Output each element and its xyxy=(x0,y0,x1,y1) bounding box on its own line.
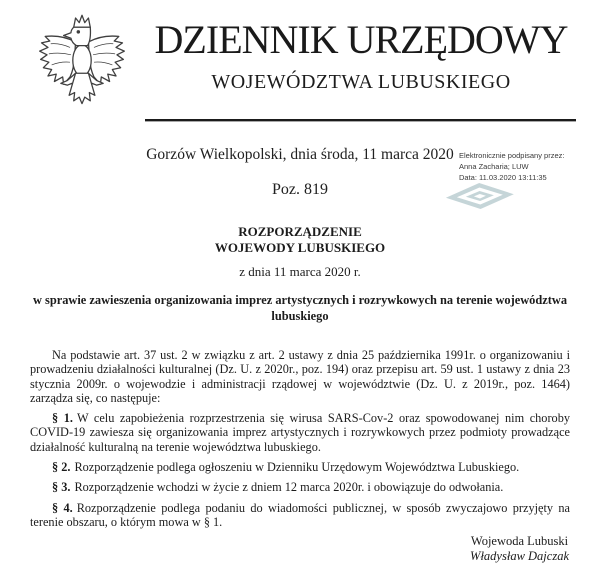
signoff-name: Władysław Dajczak xyxy=(470,549,569,564)
eagle-svg xyxy=(36,12,128,128)
masthead-divider xyxy=(145,119,576,121)
paragraph-3-marker: § 3. xyxy=(52,480,71,495)
esig-signed-by-label: Elektronicznie podpisany przez: xyxy=(459,151,565,160)
electronic-signature-stamp xyxy=(459,150,595,183)
paragraph-1-marker: § 1. xyxy=(52,411,73,426)
polish-eagle-emblem-icon xyxy=(36,12,128,128)
paragraph-4-text: Rozporządzenie podlega podaniu do wiadomości publicznej, w sposób zwyczajowo przyjęty na terenie obszaru, o którym mowa w § 1. xyxy=(30,500,570,529)
signoff-title: Wojewoda Lubuski xyxy=(470,534,569,549)
preamble: Na podstawie art. 37 ust. 2 w związku z art. 2 ustawy z dnia 25 października 1991r. o organizowaniu i prowadzeniu działalności kulturalnej (Dz. U. z 2020r., poz. 194) oraz przepisu art. 59 ust. 1 ustawy z dnia 23 stycznia 2009r. o wojewodzie i administracji rządowej w województwie (Dz. U. z 2019r., poz. 1464) zarządza się, co następuje: xyxy=(30,348,570,405)
paragraph-2 xyxy=(30,460,570,474)
paragraph-1-text: W celu zapobieżenia rozprzestrzenia się wirusa SARS-Cov-2 oraz spowodowanej nim choroby COVID-19 zawiesza się organizowania imprez artystycznych i rozrywkowych przez podmioty prowadzące działalność kulturalną na terenie województwa lubuskiego. xyxy=(30,411,570,454)
paragraph-4 xyxy=(30,501,570,530)
esig-date: Data: 11.03.2020 13:11:35 xyxy=(459,173,547,182)
paragraph-3 xyxy=(30,480,570,494)
journal-subtitle: WOJEWÓDZTWA LUBUSKIEGO xyxy=(211,71,511,93)
signoff-block xyxy=(470,534,569,564)
act-type: ROZPORZĄDZENIE xyxy=(238,224,362,239)
journal-masthead xyxy=(144,18,578,94)
position-number: Poz. 819 xyxy=(272,181,328,198)
paragraph-1 xyxy=(30,411,570,454)
esig-signer-name: Anna Zacharia; LUW xyxy=(459,162,529,171)
paragraph-2-text: Rozporządzenie podlega ogłoszeniu w Dzienniku Urzędowym Województwa Lubuskiego. xyxy=(74,460,520,475)
journal-title: DZIENNIK URZĘDOWY xyxy=(154,17,568,62)
dateline: Gorzów Wielkopolski, dnia środa, 11 marca 2020 xyxy=(146,146,454,163)
act-heading xyxy=(30,224,570,256)
act-subject: w sprawie zawieszenia organizowania imprez artystycznych i rozrywkowych na terenie województwa lubuskiego xyxy=(32,293,568,323)
act-issuer: WOJEWODY LUBUSKIEGO xyxy=(214,240,386,255)
act-date: z dnia 11 marca 2020 r. xyxy=(239,264,361,279)
paragraph-3-text: Rozporządzenie wchodzi w życie z dniem 12 marca 2020r. i obowiązuje do odwołania. xyxy=(74,480,504,495)
paragraph-4-marker: § 4. xyxy=(52,500,73,515)
act-body xyxy=(30,348,570,564)
paragraph-2-marker: § 2. xyxy=(52,460,71,475)
